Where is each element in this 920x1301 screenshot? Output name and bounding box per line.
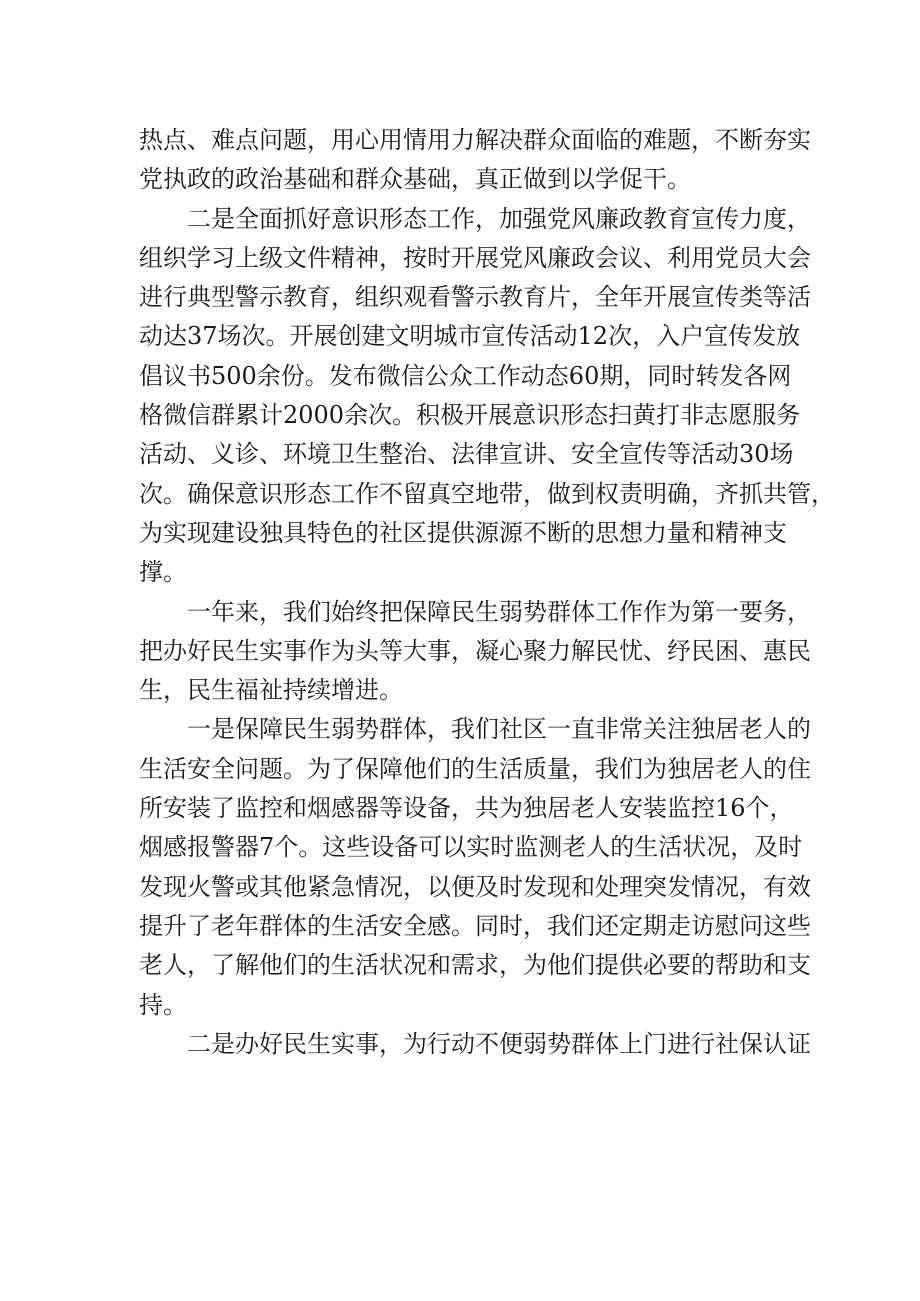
text-line: 格微信群累计2000余次。积极开展意识形态扫黄打非志愿服务 xyxy=(139,401,801,430)
text-line: 党执政的政治基础和群众基础，真正做到以学促干。 xyxy=(139,165,691,194)
text-line: 老人，了解他们的生活状况和需求，为他们提供必要的帮助和支 xyxy=(139,951,811,980)
text-line: 二是全面抓好意识形态工作，加强党风廉政教育宣传力度， xyxy=(187,204,811,233)
text-line: 生，民生福祉持续增进。 xyxy=(139,676,403,705)
text-line: 进行典型警示教育，组织观看警示教育片，全年开展宣传类等活 xyxy=(139,283,811,312)
text-line: 为实现建设独具特色的社区提供源源不断的思想力量和精神支 xyxy=(139,518,787,547)
text-line: 一是保障民生弱势群体，我们社区一直非常关注独居老人的 xyxy=(187,715,811,744)
text-line: 倡议书500余份。发布微信公众工作动态60期，同时转发各网 xyxy=(139,361,792,390)
document-body xyxy=(139,121,835,1064)
text-line: 热点、难点问题，用心用情用力解决群众面临的难题，不断夯实 xyxy=(139,126,811,154)
text-line: 二是办好民生实事，为行动不便弱势群体上门进行社保认证 xyxy=(187,1029,811,1058)
text-line: 一年来，我们始终把保障民生弱势群体工作作为第一要务， xyxy=(187,597,811,626)
text-line: 活动、义诊、环境卫生整治、法律宣讲、安全宣传等活动30场 xyxy=(139,440,794,469)
text-line: 次。确保意识形态工作不留真空地带，做到权责明确，齐抓共管， xyxy=(139,479,835,508)
text-line: 所安装了监控和烟感器等设备，共为独居老人安装监控16个， xyxy=(139,794,794,823)
text-line: 烟感报警器7个。这些设备可以实时监测老人的生活状况，及时 xyxy=(139,833,803,862)
text-line: 发现火警或其他紧急情况，以便及时发现和处理突发情况，有效 xyxy=(139,872,811,901)
text-line: 生活安全问题。为了保障他们的生活质量，我们为独居老人的住 xyxy=(139,754,811,783)
text-line: 组织学习上级文件精神，按时开展党风廉政会议、利用党员大会 xyxy=(139,243,811,272)
text-line: 动达37场次。开展创建文明城市宣传活动12次，入户宣传发放 xyxy=(139,322,801,351)
text-line: 撑。 xyxy=(139,558,187,587)
text-line: 提升了老年群体的生活安全感。同时，我们还定期走访慰问这些 xyxy=(139,911,811,940)
text-line: 把办好民生实事作为头等大事，凝心聚力解民忧、纾民困、惠民 xyxy=(139,636,811,665)
text-line: 持。 xyxy=(139,990,187,1019)
